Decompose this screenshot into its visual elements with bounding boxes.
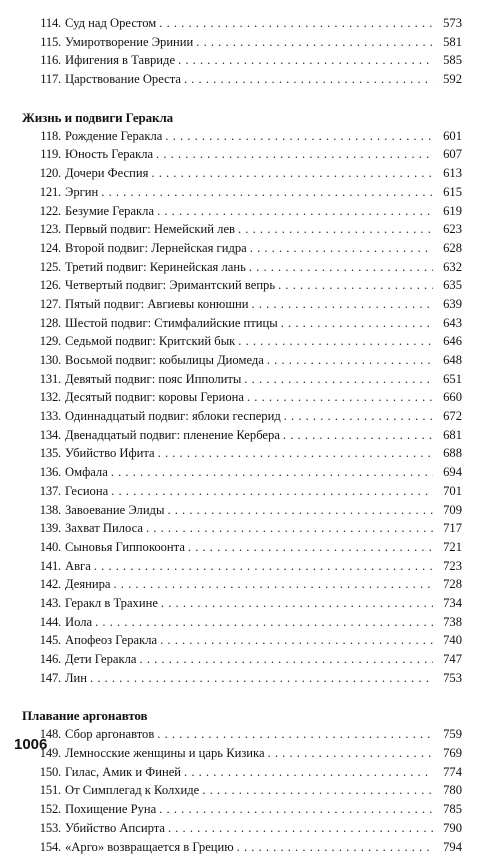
entry-number: 139. bbox=[22, 519, 65, 538]
entry-number: 122. bbox=[22, 202, 65, 221]
toc-entry bbox=[22, 650, 462, 669]
dot-leader bbox=[95, 613, 433, 632]
entry-title: Апофеоз Геракла bbox=[65, 631, 157, 650]
entry-title: Восьмой подвиг: кобылицы Диомеда bbox=[65, 351, 264, 370]
entry-title: Авга bbox=[65, 557, 91, 576]
entry-title: Деянира bbox=[65, 575, 111, 594]
entry-title: Третий подвиг: Керинейская лань bbox=[65, 258, 246, 277]
entry-page-number: 753 bbox=[436, 669, 462, 688]
entry-number: 145. bbox=[22, 631, 65, 650]
entry-page-number: 740 bbox=[436, 631, 462, 650]
entry-number: 136. bbox=[22, 463, 65, 482]
entry-title: Эргин bbox=[65, 183, 98, 202]
toc-entry bbox=[22, 258, 462, 277]
entry-title: Первый подвиг: Немейский лев bbox=[65, 220, 235, 239]
entry-title: Геракл в Трахине bbox=[65, 594, 158, 613]
dot-leader bbox=[184, 70, 433, 89]
entry-number: 137. bbox=[22, 482, 65, 501]
entry-page-number: 632 bbox=[436, 258, 462, 277]
toc-entry bbox=[22, 819, 462, 838]
toc-entry bbox=[22, 538, 462, 557]
dot-leader bbox=[140, 650, 433, 669]
entry-number: 149. bbox=[22, 744, 65, 763]
entry-page-number: 774 bbox=[436, 763, 462, 782]
entry-page-number: 646 bbox=[436, 332, 462, 351]
entry-page-number: 780 bbox=[436, 781, 462, 800]
toc-entry bbox=[22, 407, 462, 426]
toc-entry bbox=[22, 145, 462, 164]
entry-number: 133. bbox=[22, 407, 65, 426]
dot-leader bbox=[178, 51, 433, 70]
entry-page-number: 681 bbox=[436, 426, 462, 445]
toc-entry bbox=[22, 183, 462, 202]
dot-leader bbox=[168, 819, 433, 838]
toc-entry bbox=[22, 332, 462, 351]
entry-title: Седьмой подвиг: Критский бык bbox=[65, 332, 235, 351]
dot-leader bbox=[157, 202, 433, 221]
entry-title: Дочери Феспия bbox=[65, 164, 148, 183]
dot-leader bbox=[284, 407, 433, 426]
dot-leader bbox=[156, 145, 433, 164]
dot-leader bbox=[250, 239, 433, 258]
toc-entry bbox=[22, 744, 462, 763]
dot-leader bbox=[159, 14, 433, 33]
dot-leader bbox=[244, 370, 433, 389]
entry-number: 125. bbox=[22, 258, 65, 277]
entry-title: Одиннадцатый подвиг: яблоки гесперид bbox=[65, 407, 281, 426]
entry-page-number: 694 bbox=[436, 463, 462, 482]
dot-leader bbox=[159, 800, 433, 819]
entry-page-number: 628 bbox=[436, 239, 462, 258]
entry-page-number: 613 bbox=[436, 164, 462, 183]
entry-page-number: 785 bbox=[436, 800, 462, 819]
toc-entry bbox=[22, 613, 462, 632]
entry-page-number: 738 bbox=[436, 613, 462, 632]
dot-leader bbox=[188, 538, 433, 557]
entry-title: Похищение Руна bbox=[65, 800, 156, 819]
toc-entry bbox=[22, 51, 462, 70]
entry-title: Четвертый подвиг: Эримантский вепрь bbox=[65, 276, 275, 295]
entry-number: 135. bbox=[22, 444, 65, 463]
entry-number: 116. bbox=[22, 51, 65, 70]
toc-entry bbox=[22, 557, 462, 576]
toc-group-orestes bbox=[22, 14, 462, 89]
entry-number: 121. bbox=[22, 183, 65, 202]
entry-title: Захват Пилоса bbox=[65, 519, 143, 538]
toc-entry bbox=[22, 838, 462, 856]
entry-page-number: 721 bbox=[436, 538, 462, 557]
toc-entry bbox=[22, 426, 462, 445]
toc-entry bbox=[22, 463, 462, 482]
entry-title: Царствование Ореста bbox=[65, 70, 181, 89]
entry-title: Рождение Геракла bbox=[65, 127, 162, 146]
toc-entry bbox=[22, 70, 462, 89]
toc-entry bbox=[22, 370, 462, 389]
dot-leader bbox=[90, 669, 433, 688]
entry-page-number: 759 bbox=[436, 725, 462, 744]
toc-entry bbox=[22, 239, 462, 258]
entry-number: 147. bbox=[22, 669, 65, 688]
entry-number: 143. bbox=[22, 594, 65, 613]
entry-number: 153. bbox=[22, 819, 65, 838]
page-number: 1006 bbox=[14, 736, 47, 753]
entry-title: От Симплегад к Колхиде bbox=[65, 781, 199, 800]
entry-number: 115. bbox=[22, 33, 65, 52]
entry-page-number: 660 bbox=[436, 388, 462, 407]
entry-page-number: 723 bbox=[436, 557, 462, 576]
entry-title: Умиротворение Эринии bbox=[65, 33, 193, 52]
entry-number: 117. bbox=[22, 70, 65, 89]
entry-page-number: 623 bbox=[436, 220, 462, 239]
entry-title: Лемносские женщины и царь Кизика bbox=[65, 744, 265, 763]
entry-number: 114. bbox=[22, 14, 65, 33]
entry-page-number: 688 bbox=[436, 444, 462, 463]
toc-group-argonauts bbox=[22, 725, 462, 856]
entry-page-number: 573 bbox=[436, 14, 462, 33]
table-of-contents bbox=[22, 14, 462, 856]
entry-page-number: 648 bbox=[436, 351, 462, 370]
entry-title: Дети Геракла bbox=[65, 650, 137, 669]
dot-leader bbox=[281, 314, 433, 333]
entry-title: Безумие Геракла bbox=[65, 202, 154, 221]
entry-page-number: 794 bbox=[436, 838, 462, 856]
dot-leader bbox=[238, 332, 433, 351]
entry-page-number: 651 bbox=[436, 370, 462, 389]
entry-page-number: 709 bbox=[436, 501, 462, 520]
dot-leader bbox=[101, 183, 433, 202]
dot-leader bbox=[278, 276, 433, 295]
entry-page-number: 769 bbox=[436, 744, 462, 763]
dot-leader bbox=[94, 557, 433, 576]
entry-number: 138. bbox=[22, 501, 65, 520]
toc-entry bbox=[22, 763, 462, 782]
toc-entry bbox=[22, 314, 462, 333]
toc-entry bbox=[22, 295, 462, 314]
toc-entry bbox=[22, 220, 462, 239]
dot-leader bbox=[111, 482, 433, 501]
toc-entry bbox=[22, 725, 462, 744]
entry-title: Омфала bbox=[65, 463, 108, 482]
entry-title: Сбор аргонавтов bbox=[65, 725, 154, 744]
entry-title: Десятый подвиг: коровы Гериона bbox=[65, 388, 244, 407]
entry-number: 141. bbox=[22, 557, 65, 576]
dot-leader bbox=[167, 501, 433, 520]
entry-page-number: 701 bbox=[436, 482, 462, 501]
toc-entry bbox=[22, 444, 462, 463]
entry-title: Второй подвиг: Лернейская гидра bbox=[65, 239, 247, 258]
entry-number: 132. bbox=[22, 388, 65, 407]
entry-page-number: 639 bbox=[436, 295, 462, 314]
entry-title: Гесиона bbox=[65, 482, 108, 501]
toc-entry bbox=[22, 164, 462, 183]
entry-page-number: 619 bbox=[436, 202, 462, 221]
dot-leader bbox=[268, 744, 433, 763]
entry-title: Ифигения в Тавриде bbox=[65, 51, 175, 70]
toc-entry bbox=[22, 482, 462, 501]
entry-page-number: 601 bbox=[436, 127, 462, 146]
toc-entry bbox=[22, 501, 462, 520]
entry-number: 150. bbox=[22, 763, 65, 782]
section-heading-heracles: Жизнь и подвиги Геракла bbox=[22, 109, 462, 127]
toc-entry bbox=[22, 519, 462, 538]
entry-number: 119. bbox=[22, 145, 65, 164]
entry-title: Гилас, Амик и Финей bbox=[65, 763, 181, 782]
entry-number: 118. bbox=[22, 127, 65, 146]
entry-number: 148. bbox=[22, 725, 65, 744]
dot-leader bbox=[165, 127, 433, 146]
entry-page-number: 581 bbox=[436, 33, 462, 52]
toc-entry bbox=[22, 800, 462, 819]
entry-number: 123. bbox=[22, 220, 65, 239]
toc-entry bbox=[22, 631, 462, 650]
entry-number: 151. bbox=[22, 781, 65, 800]
section-heading-argonauts: Плавание аргонавтов bbox=[22, 707, 462, 725]
entry-title: Суд над Орестом bbox=[65, 14, 156, 33]
entry-title: Убийство Ифита bbox=[65, 444, 155, 463]
entry-number: 127. bbox=[22, 295, 65, 314]
entry-number: 152. bbox=[22, 800, 65, 819]
toc-group-heracles bbox=[22, 127, 462, 688]
entry-title: Юность Геракла bbox=[65, 145, 153, 164]
dot-leader bbox=[161, 594, 433, 613]
toc-entry bbox=[22, 575, 462, 594]
entry-page-number: 734 bbox=[436, 594, 462, 613]
toc-entry bbox=[22, 781, 462, 800]
entry-page-number: 672 bbox=[436, 407, 462, 426]
toc-entry bbox=[22, 127, 462, 146]
entry-page-number: 747 bbox=[436, 650, 462, 669]
entry-title: «Арго» возвращается в Грецию bbox=[65, 838, 234, 856]
dot-leader bbox=[160, 631, 433, 650]
dot-leader bbox=[252, 295, 433, 314]
dot-leader bbox=[196, 33, 433, 52]
entry-number: 154. bbox=[22, 838, 65, 856]
entry-page-number: 728 bbox=[436, 575, 462, 594]
entry-number: 124. bbox=[22, 239, 65, 258]
toc-entry bbox=[22, 276, 462, 295]
toc-entry bbox=[22, 388, 462, 407]
dot-leader bbox=[157, 725, 433, 744]
dot-leader bbox=[114, 575, 434, 594]
entry-page-number: 585 bbox=[436, 51, 462, 70]
entry-number: 140. bbox=[22, 538, 65, 557]
toc-entry bbox=[22, 33, 462, 52]
dot-leader bbox=[146, 519, 433, 538]
toc-entry bbox=[22, 14, 462, 33]
toc-entry bbox=[22, 202, 462, 221]
dot-leader bbox=[249, 258, 433, 277]
dot-leader bbox=[247, 388, 433, 407]
entry-page-number: 615 bbox=[436, 183, 462, 202]
entry-number: 130. bbox=[22, 351, 65, 370]
entry-number: 144. bbox=[22, 613, 65, 632]
entry-title: Шестой подвиг: Стимфалийские птицы bbox=[65, 314, 278, 333]
entry-title: Сыновья Гиппокоонта bbox=[65, 538, 185, 557]
entry-title: Пятый подвиг: Авгиевы конюшни bbox=[65, 295, 249, 314]
entry-page-number: 592 bbox=[436, 70, 462, 89]
dot-leader bbox=[238, 220, 433, 239]
entry-title: Девятый подвиг: пояс Ипполиты bbox=[65, 370, 241, 389]
entry-page-number: 643 bbox=[436, 314, 462, 333]
dot-leader bbox=[111, 463, 433, 482]
toc-entry bbox=[22, 351, 462, 370]
toc-entry bbox=[22, 594, 462, 613]
entry-number: 126. bbox=[22, 276, 65, 295]
entry-title: Убийство Апсирта bbox=[65, 819, 165, 838]
dot-leader bbox=[158, 444, 433, 463]
entry-number: 120. bbox=[22, 164, 65, 183]
entry-title: Иола bbox=[65, 613, 92, 632]
dot-leader bbox=[202, 781, 433, 800]
entry-number: 146. bbox=[22, 650, 65, 669]
entry-title: Двенадцатый подвиг: пленение Кербера bbox=[65, 426, 280, 445]
dot-leader bbox=[184, 763, 433, 782]
toc-entry bbox=[22, 669, 462, 688]
entry-page-number: 790 bbox=[436, 819, 462, 838]
entry-page-number: 717 bbox=[436, 519, 462, 538]
entry-title: Завоевание Элиды bbox=[65, 501, 164, 520]
entry-page-number: 635 bbox=[436, 276, 462, 295]
dot-leader bbox=[151, 164, 433, 183]
dot-leader bbox=[283, 426, 433, 445]
entry-title: Лин bbox=[65, 669, 87, 688]
entry-number: 134. bbox=[22, 426, 65, 445]
dot-leader bbox=[237, 838, 433, 856]
dot-leader bbox=[267, 351, 433, 370]
entry-number: 129. bbox=[22, 332, 65, 351]
entry-number: 128. bbox=[22, 314, 65, 333]
entry-number: 142. bbox=[22, 575, 65, 594]
entry-page-number: 607 bbox=[436, 145, 462, 164]
entry-number: 131. bbox=[22, 370, 65, 389]
